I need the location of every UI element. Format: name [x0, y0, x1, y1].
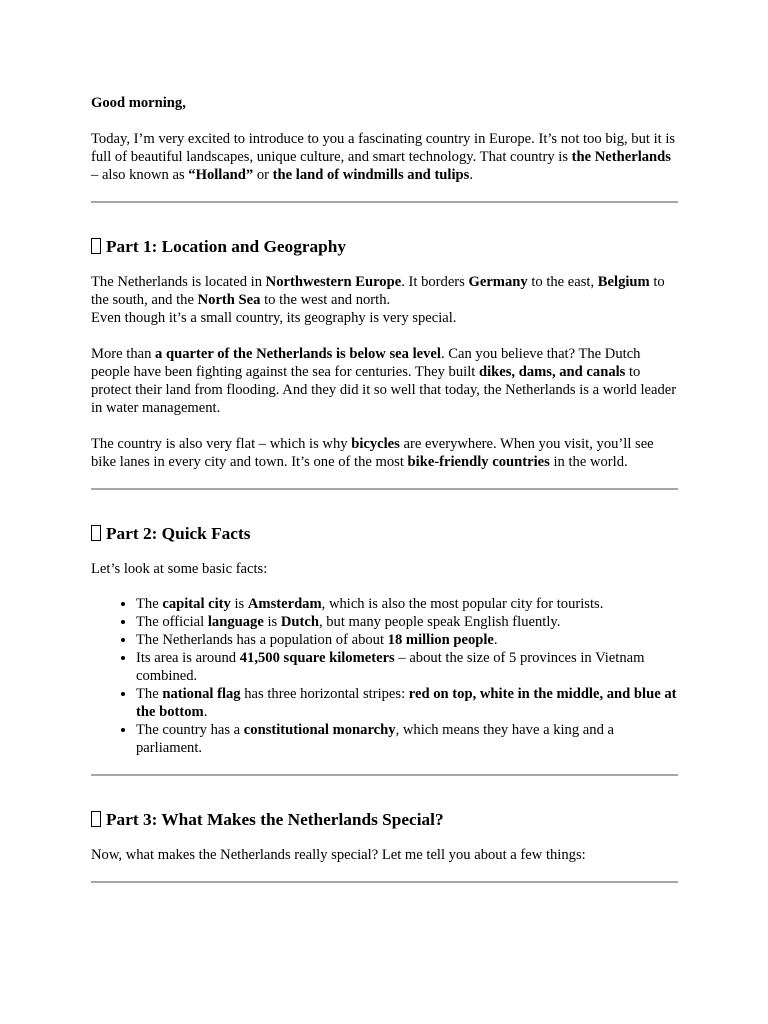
missing-glyph-icon: [91, 811, 101, 827]
divider: [91, 774, 678, 776]
section-heading-part2: Part 2: Quick Facts: [91, 523, 678, 545]
list-item: • The Netherlands has a population of about 18 million people.: [136, 631, 678, 649]
document-page: [91, 94, 678, 883]
paragraph-location: The Netherlands is located in Northwestern Europe. It borders Germany to the east, Belgium to the south, and the North Sea to the west and north. Even though it’s a small country, its geography is very special.: [91, 274, 665, 326]
list-item: • The national flag has three horizontal stripes: red on top, white in the middle, and blue at the bottom.: [136, 685, 678, 721]
section-heading-part1: Part 1: Location and Geography: [91, 236, 678, 258]
intro-paragraph: Today, I’m very excited to introduce to you a fascinating country in Europe. It’s not too big, but it is full of beautiful landscapes, unique culture, and smart technology. That country is the Netherlands – also known as “Holland” or the land of windmills and tulips.: [91, 131, 676, 183]
list-item: • The capital city is Amsterdam, which is also the most popular city for tourists.: [136, 595, 678, 613]
paragraph-bicycles: The country is also very flat – which is why bicycles are everywhere. When you visit, you’ll see bike lanes in every city and town. It’s one of the most bike-friendly countries in the world.: [91, 436, 654, 470]
section-heading-part3: Part 3: What Makes the Netherlands Special?: [91, 809, 678, 831]
part3-lead: Now, what makes the Netherlands really special? Let me tell you about a few things:: [91, 847, 586, 863]
divider: [91, 488, 678, 490]
list-item: • Its area is around 41,500 square kilometers – about the size of 5 provinces in Vietnam combined.: [136, 649, 678, 685]
missing-glyph-icon: [91, 525, 101, 541]
paragraph-sea-level: More than a quarter of the Netherlands is below sea level. Can you believe that? The Dutch people have been fighting against the sea for centuries. They built dikes, dams, and canals to protect their land from flooding. And they did it so well that today, the Netherlands is a world leader in water management.: [91, 346, 677, 416]
facts-lead: Let’s look at some basic facts:: [91, 561, 268, 577]
greeting: Good morning,: [91, 95, 186, 111]
divider: [91, 201, 678, 203]
facts-list: [91, 595, 678, 757]
missing-glyph-icon: [91, 238, 101, 254]
list-item: • The country has a constitutional monarchy, which means they have a king and a parliament.: [136, 721, 678, 757]
list-item: • The official language is Dutch, but many people speak English fluently.: [136, 613, 678, 631]
divider: [91, 881, 678, 883]
